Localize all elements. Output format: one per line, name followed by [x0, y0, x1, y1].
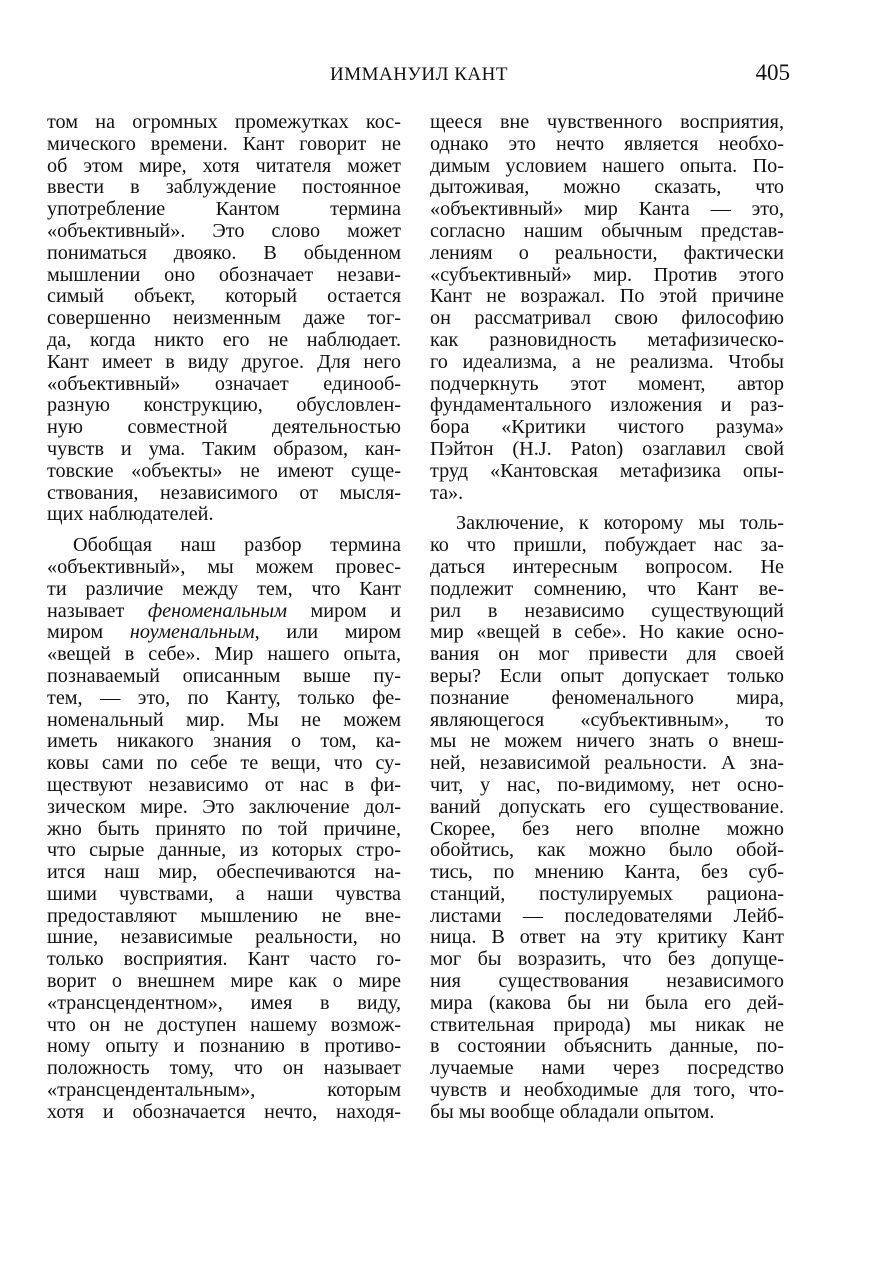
text-line: ному опыту и познанию в противо- [47, 1036, 401, 1058]
text-line: рил в независимо существующий [430, 600, 784, 622]
text-line: хотя и обозначается нечто, находя- [47, 1101, 401, 1123]
text-line: что он не доступен нашему возмож- [47, 1014, 401, 1036]
text-line: Кант имеет в виду другое. Для него [47, 351, 401, 373]
text-line: ко что пришли, побуждает нас за- [430, 535, 784, 557]
text-line: подчеркнуть этот момент, автор [430, 373, 784, 395]
text-line: Обобщая наш разбор термина [73, 535, 401, 557]
text-line: да, когда никто его не наблюдает. [47, 329, 401, 351]
text-line: ница. В ответ на эту критику Кант [430, 927, 784, 949]
text-line: «вещей в себе». Мир нашего опыта, [47, 644, 401, 666]
text-line: «объективный» мир Канта — это, [430, 199, 784, 221]
text-line: чит, у нас, по-видимому, нет осно- [430, 774, 784, 796]
text-line: листами — последователями Лейб- [430, 905, 784, 927]
text-line: Кант не возражал. По этой причине [430, 286, 784, 308]
text-line: труд «Кантовская метафизика опы- [430, 460, 784, 482]
text-line: бора «Критики чистого разума» [430, 417, 784, 439]
text-line: согласно нашим обычным представ- [430, 220, 784, 242]
text-line: что сырые данные, из которых стро- [47, 840, 401, 862]
text-line: щееся вне чувственного восприятия, [430, 112, 784, 133]
paragraph-continued [47, 112, 401, 526]
text-line: чувств и необходимые для того, что- [430, 1080, 784, 1102]
paragraph-phenomenal-noumenal [47, 535, 401, 1124]
text-line: «объективный». Это слово может [47, 220, 401, 242]
text-fragment: , или миром [254, 622, 401, 644]
text-line: щих наблюдателей. [47, 504, 214, 526]
text-line: симый объект, который остается [47, 286, 401, 308]
paragraph-lines [47, 644, 401, 1124]
text-line: ществуют независимо от нас в фи- [47, 774, 401, 796]
text-line: ния существования независимого [430, 971, 784, 993]
text-line: об этом мире, хотя читателя может [47, 155, 401, 177]
right-column [430, 112, 784, 1124]
page-number: 405 [755, 60, 790, 85]
term-phenomenal: феноменальным [147, 600, 287, 622]
text-line: пониматься двояко. В обыденном [47, 242, 401, 264]
text-line: шние, независимые реальности, но [47, 927, 401, 949]
text-line: станций, постулируемых рациона- [430, 883, 784, 905]
paragraph-continued [430, 112, 784, 504]
text-line: как разновидность метафизическо- [430, 329, 784, 351]
text-line: ковы сами по себе те вещи, что су- [47, 753, 401, 775]
text-line: ствительная природа) мы никак не [430, 1014, 784, 1036]
text-line: ную совместной деятельностью [47, 417, 401, 439]
text-line: Заключение, к которому мы толь- [456, 513, 784, 535]
text-line: совершенно неизменным даже тог- [47, 308, 401, 330]
text-line: ится наш мир, обеспечиваются на- [47, 862, 401, 884]
text-line: «объективный», мы можем провес- [47, 556, 401, 578]
text-line: употребление Кантом термина [47, 199, 401, 221]
text-line: познание феноменального мира, [430, 687, 784, 709]
text-line [47, 601, 401, 623]
text-line: тись, по мнению Канта, без суб- [430, 862, 784, 884]
text-line: положность тому, что он называет [47, 1058, 401, 1080]
text-line: жно быть принято по той причине, [47, 818, 401, 840]
text-line: лучаемые нами через посредство [430, 1058, 784, 1080]
text-line: он рассматривал свою философию [430, 308, 784, 330]
text-line: мог бы возразить, что без допуще- [430, 949, 784, 971]
text-line: мы не можем ничего знать о внеш- [430, 731, 784, 753]
text-line: «трансцендентальным», которым [47, 1080, 401, 1102]
text-line: предоставляют мышлению не вне- [47, 905, 401, 927]
text-line: ваний допускать его существование. [430, 796, 784, 818]
text-line: познаваемый описанным выше пу- [47, 665, 401, 687]
text-line: «субъективный» мир. Против этого [430, 264, 784, 286]
text-line: веры? Если опыт допускает только [430, 665, 784, 687]
text-line: «трансцендентном», имея в виду, [47, 992, 401, 1014]
text-line: дытоживая, можно сказать, что [430, 177, 784, 199]
text-line: Пэйтон (H.J. Paton) озаглавил свой [430, 438, 784, 460]
text-line: «объективный» означает единооб- [47, 373, 401, 395]
paragraph-conclusion [430, 513, 784, 1123]
text-line: тем, — это, по Канту, только фе- [47, 687, 401, 709]
text-line: мира (какова бы ни была его дей- [430, 992, 784, 1014]
text-line: ствования, независимого от мысля- [47, 482, 401, 504]
text-line: та». [430, 482, 464, 504]
text-line: однако это нечто является необхо- [430, 133, 784, 155]
text-line: шими чувствами, а наши чувства [47, 883, 401, 905]
text-line: подлежит сомнению, что Кант ве- [430, 578, 784, 600]
text-line: ней, независимой реальности. А зна- [430, 753, 784, 775]
text-line: разную конструкцию, обусловлен- [47, 395, 401, 417]
text-fragment: миром [47, 622, 130, 644]
text-line: ввести в заблуждение постоянное [47, 177, 401, 199]
text-line: фундаментального изложения и раз- [430, 395, 784, 417]
page-header [330, 60, 790, 90]
text-line: иметь никакого знания о том, ка- [47, 731, 401, 753]
text-line: обойтись, как можно было обой- [430, 840, 784, 862]
text-line: лениям о реальности, фактически [430, 242, 784, 264]
text-line: зическом мире. Это заключение дол- [47, 796, 401, 818]
text-line: номенальный мир. Мы не можем [47, 709, 401, 731]
text-line: вания он мог привести для своей [430, 644, 784, 666]
text-line: бы мы вообще обладали опытом. [430, 1101, 715, 1123]
text-line: го идеализма, а не реализма. Чтобы [430, 351, 784, 373]
text-line: товские «объекты» не имеют суще- [47, 460, 401, 482]
text-line: являющегося «субъективным», то [430, 709, 784, 731]
left-column [47, 112, 401, 1124]
text-fragment: миром и [287, 600, 401, 622]
running-title: ИММАНУИЛ КАНТ [330, 64, 508, 85]
text-line: только восприятия. Кант часто го- [47, 949, 401, 971]
text-line: димым условием нашего опыта. По- [430, 155, 784, 177]
text-line: ти различие между тем, что Кант [47, 578, 401, 600]
text-line: мышлении оно обозначает незави- [47, 264, 401, 286]
text-fragment: называет [47, 600, 148, 622]
text-line: мического времени. Кант говорит не [47, 133, 401, 155]
text-line: ворит о внешнем мире как о мире [47, 971, 401, 993]
text-line: том на огромных промежутках кос- [47, 112, 401, 133]
text-line: Скорее, без него вполне можно [430, 818, 784, 840]
text-line: в состоянии объяснить данные, по- [430, 1036, 784, 1058]
text-line: чувств и ума. Таким образом, кан- [47, 438, 401, 460]
text-line [47, 622, 401, 644]
text-line: мир «вещей в себе». Но какие осно- [430, 622, 784, 644]
text-line: даться интересным вопросом. Не [430, 556, 784, 578]
term-noumenal: ноуменальным [129, 622, 255, 644]
